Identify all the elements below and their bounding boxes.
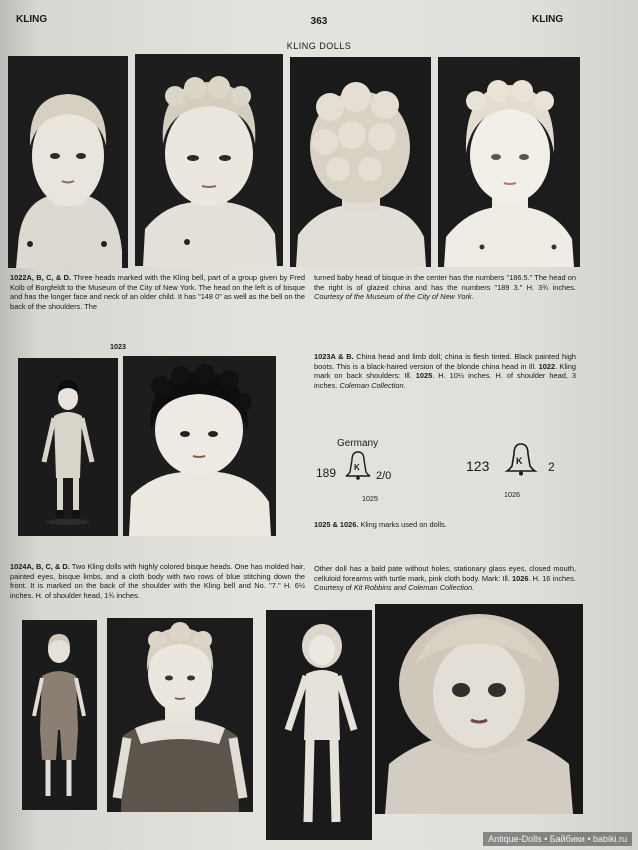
mark-1025-country: Germany [337, 438, 379, 449]
photo-1024b-doll-bust [107, 618, 253, 812]
photo-1022a-bisque-head [8, 56, 128, 268]
caption-1024-right [314, 564, 576, 593]
mark-1025-left-number: 189 [316, 466, 337, 480]
photo-1022d-china-head [438, 57, 580, 267]
watermark: Antique-Dolls • Байбики • babiki.ru [483, 832, 632, 846]
running-head-left: KLING [16, 14, 48, 25]
mark-1026-bell-letter: K [516, 456, 523, 466]
photo-1022c-head-back [290, 57, 431, 267]
caption-1022-right-text: turned baby head of bisque in the center has the numbers "186.5." The head on the right is of glazed china and has the numbers "189 3." H. 3¾ inches. [314, 273, 576, 292]
caption-1023-text-c: . H. 10½ inches. H. of shoulder head, 3 inches. [314, 371, 577, 390]
caption-marks-text: Kling marks used on dolls. [360, 520, 447, 529]
mark-1025-bell-letter: K [354, 463, 360, 472]
figure-label-1026: 1026 [504, 490, 520, 499]
caption-1024-ref-1026: 1026 [512, 573, 529, 583]
section-title: KLING DOLLS [286, 41, 352, 51]
caption-1022-left [10, 273, 305, 311]
running-head-right: KLING [532, 14, 564, 25]
caption-1023-label: 1023A & B. [314, 352, 354, 361]
caption-1022-right [314, 273, 576, 302]
page-number: 363 [310, 16, 328, 27]
caption-1023-ref-1025: 1025 [415, 371, 433, 381]
caption-1023-ref-1022: 1022 [538, 361, 556, 371]
caption-1024-left-text: Two Kling dolls with highly colored bisque heads. One has molded hair, painted eyes, bisque limbs, and a cloth body with two rows of blue stitching down the front. It is marked on the back of the shoulder with the Kling bell and No. "7." H. 6½ inches. H. of shoulder head, 1¾ inches. [10, 562, 306, 600]
caption-1024-label: 1024A, B, C, & D. [10, 562, 70, 571]
caption-marks-label: 1025 & 1026. [314, 520, 359, 529]
caption-1024-courtesy: Kit Robbins and Coleman Collection. [353, 583, 475, 593]
caption-1022-courtesy: Courtesy of the Museum of the City of New York. [314, 292, 474, 302]
mark-1026-left-number: 123 [466, 458, 490, 474]
caption-1022-label: 1022A, B, C, & D. [10, 273, 72, 282]
mark-1026-right-number: 2 [548, 460, 555, 474]
figure-label-1025: 1025 [362, 494, 378, 503]
photo-1024a-small-doll [22, 620, 97, 810]
caption-1023-courtesy: Coleman Collection. [339, 380, 406, 390]
caption-1023-text-a: China head and limb doll; china is flesh tinted. Black painted high boots. This is a black-haired version of the blonde china head in Ill. [314, 352, 576, 371]
caption-1024-right-text-b: . H. 16 inches. Courtesy of [314, 573, 576, 593]
photo-1023b-china-head-closeup [123, 356, 276, 536]
photo-1024d-glass-eye-doll [375, 604, 583, 814]
caption-1023-text-b: . Kling mark on back shoulders: Ill. [314, 361, 576, 381]
photo-1023a-china-doll [18, 358, 118, 536]
caption-1022-left-text: Three heads marked with the Kling bell, part of a group given by Fred Kolb of Borgfeldt to the Museum of the City of New York. The head on the left is of bisque and has the longer face and neck of an older child. It has "148 0" as well as the bell on the back of the shoulders. The [10, 273, 305, 311]
photo-1022b-baby-head [135, 54, 283, 266]
caption-marks [314, 520, 576, 530]
photo-1024c-standing-doll [266, 610, 372, 840]
caption-1024-left [10, 562, 305, 600]
figure-label-1023: 1023 [110, 342, 126, 351]
caption-1023 [314, 352, 576, 390]
caption-1024-right-text-a: Other doll has a bald pate without holes, stationary glass eyes, closed mouth, celluloid forearms with turtle mark, pink cloth body. Mark: Ill. [314, 564, 576, 583]
mark-1025-right-number: 2/0 [376, 470, 392, 482]
